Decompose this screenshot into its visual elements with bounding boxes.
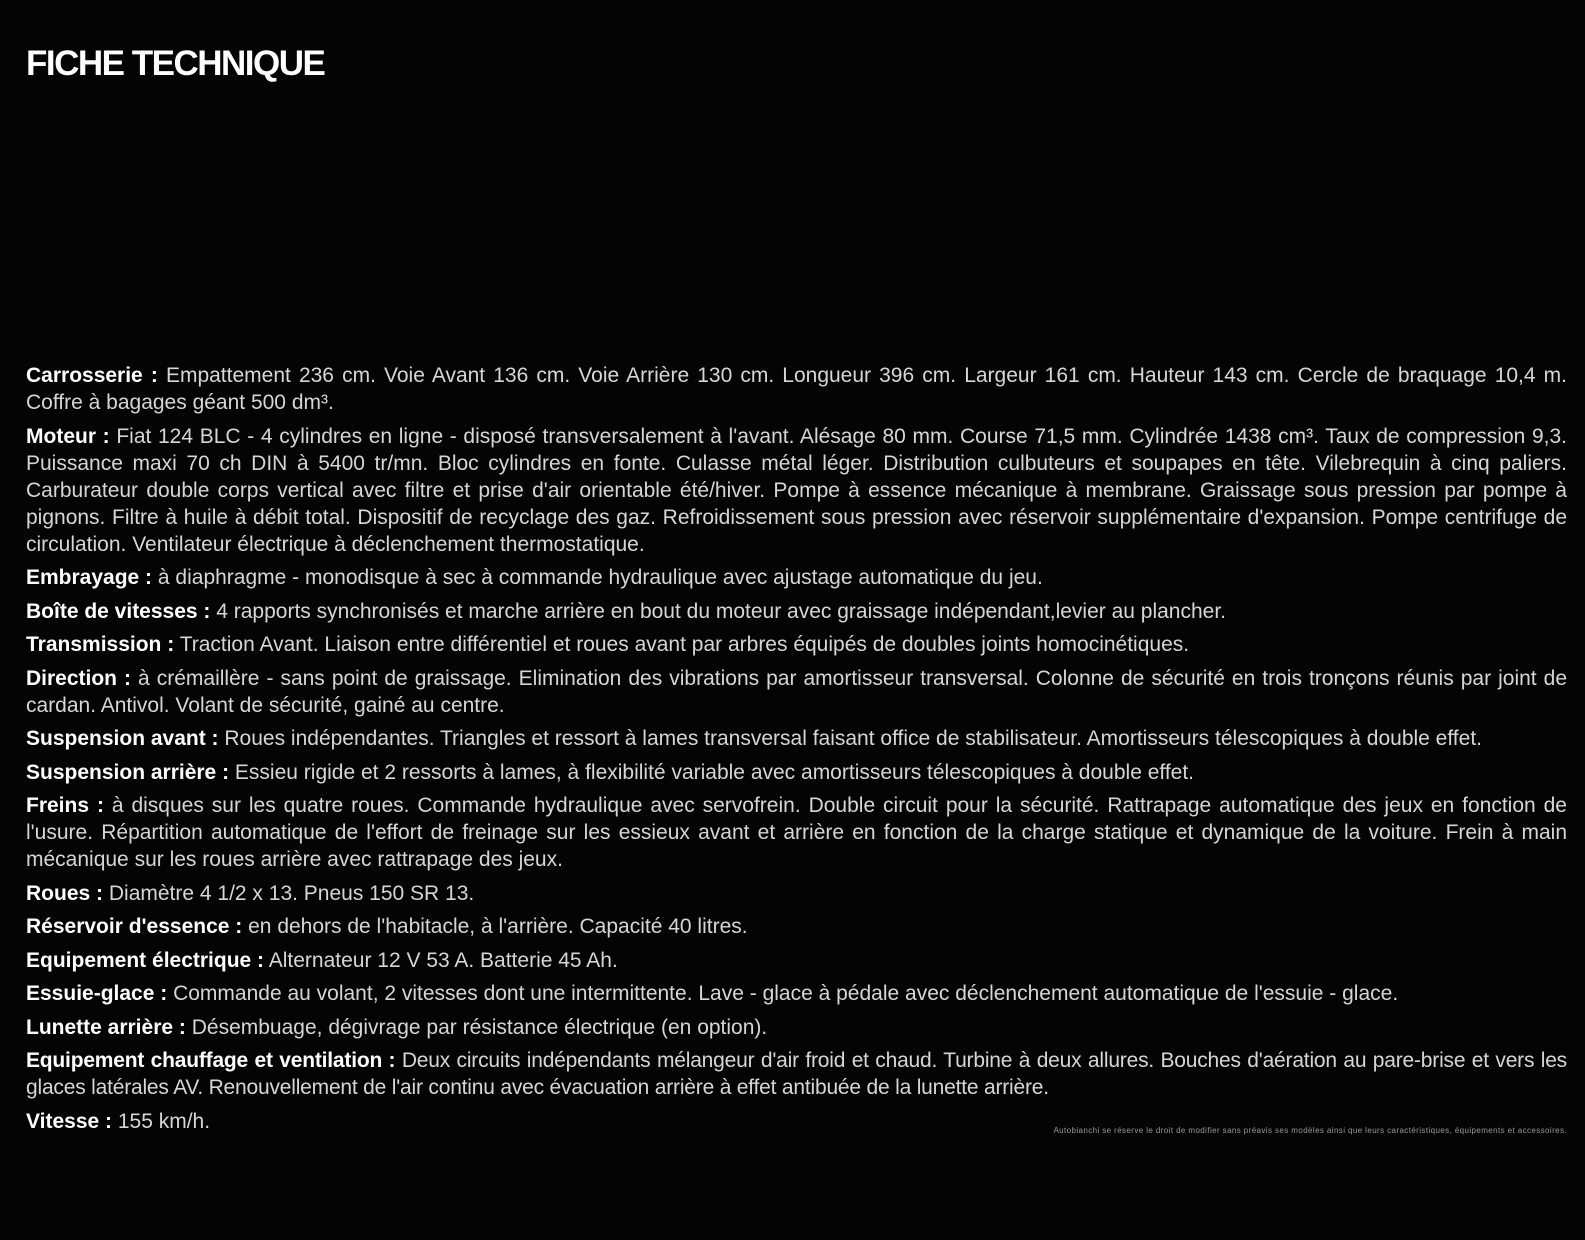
spec-label: Vitesse :	[26, 1109, 112, 1133]
spec-label: Freins :	[26, 794, 104, 817]
spec-label: Suspension avant :	[26, 727, 219, 750]
spec-label: Embrayage :	[26, 566, 153, 589]
spec-roues	[26, 880, 1567, 907]
spec-transmission	[26, 631, 1567, 658]
spec-chauffage-ventilation	[26, 1047, 1567, 1101]
spec-text: Désembuage, dégivrage par résistance électrique (en option).	[191, 1015, 768, 1039]
spec-lunette-arriere	[26, 1014, 1567, 1041]
spec-moteur	[26, 423, 1567, 558]
spec-label: Roues :	[26, 881, 104, 905]
spec-suspension-avant	[26, 725, 1567, 752]
spec-text: Commande au volant, 2 vitesses dont une intermittente. Lave - glace à pédale avec déclenchement automatique de l'essuie - glace.	[173, 982, 1399, 1005]
spec-direction	[26, 665, 1567, 719]
spec-label: Boîte de vitesses :	[26, 599, 211, 623]
spec-boite-de-vitesses	[26, 598, 1567, 625]
spec-label: Lunette arrière :	[26, 1015, 186, 1039]
page-title: FICHE TECHNIQUE	[26, 44, 325, 83]
spec-text: 155 km/h.	[117, 1109, 211, 1133]
spec-label: Transmission :	[26, 633, 175, 656]
spec-suspension-arriere	[26, 759, 1567, 786]
spec-label: Moteur :	[26, 424, 110, 448]
spec-label: Direction :	[26, 666, 132, 690]
spec-freins	[26, 792, 1567, 873]
spec-list	[26, 362, 1567, 1141]
spec-text: en dehors de l'habitacle, à l'arrière. Capacité 40 litres.	[248, 915, 748, 938]
spec-equipement-electrique	[26, 947, 1567, 974]
spec-text: Alternateur 12 V 53 A. Batterie 45 Ah.	[268, 948, 618, 972]
spec-label: Equipement électrique :	[26, 948, 265, 972]
spec-text: Diamètre 4 1/2 x 13. Pneus 150 SR 13.	[108, 881, 475, 905]
spec-text: Roues indépendantes. Triangles et ressort à lames transversal faisant office de stabilisateur. Amortisseurs télescopiques à double effet.	[224, 727, 1482, 750]
spec-embrayage	[26, 564, 1567, 591]
spec-label: Essuie-glace :	[26, 982, 168, 1005]
spec-label: Réservoir d'essence :	[26, 915, 243, 938]
legal-disclaimer: Autobianchi se réserve le droit de modifier sans préavis ses modèles ainsi que leurs caractéristiques, équipements et accessoires.	[1053, 1125, 1567, 1135]
spec-label: Suspension arrière :	[26, 760, 230, 784]
spec-reservoir	[26, 913, 1567, 940]
spec-text: Essieu rigide et 2 ressorts à lames, à flexibilité variable avec amortisseurs télescopiques à double effet.	[234, 760, 1195, 784]
spec-label: Equipement chauffage et ventilation :	[26, 1049, 396, 1072]
spec-text: à disques sur les quatre roues. Commande hydraulique avec servofrein. Double circuit pour la sécurité. Rattrapage automatique des jeux en fonction de l'usure. Répartition automatique de l'effort de freinage sur les essieux avant et arrière en fonction de la charge statique et dynamique de la voiture. Frein à main mécanique sur les roues arrière avec rattrapage des jeux.	[26, 794, 1567, 871]
spec-text: à crémaillère - sans point de graissage. Elimination des vibrations par amortisseur transversal. Colonne de sécurité en trois tronçons réunis par joint de cardan. Antivol. Volant de sécurité, gainé au centre.	[26, 666, 1567, 717]
spec-carrosserie	[26, 362, 1567, 416]
spec-text: Empattement 236 cm. Voie Avant 136 cm. Voie Arrière 130 cm. Longueur 396 cm. Largeur 161 cm. Hauteur 143 cm. Cercle de braquage 10,4 m. Coffre à bagages géant 500 dm³.	[26, 364, 1567, 414]
spec-text: à diaphragme - monodisque à sec à commande hydraulique avec ajustage automatique du jeu.	[157, 566, 1043, 589]
spec-label: Carrosserie :	[26, 364, 158, 387]
spec-text: Traction Avant. Liaison entre différentiel et roues avant par arbres équipés de doubles joints homocinétiques.	[179, 633, 1190, 656]
spec-essuie-glace	[26, 980, 1567, 1007]
spec-vitesse	[26, 1108, 1567, 1135]
spec-text: Deux circuits indépendants mélangeur d'air froid et chaud. Turbine à deux allures. Bouches d'aération au pare-brise et vers les glaces latérales AV. Renouvellement de l'air continu avec évacuation arrière à effet antibuée de la lunette arrière.	[26, 1049, 1567, 1099]
spec-text: 4 rapports synchronisés et marche arrière en bout du moteur avec graissage indépendant,levier au plancher.	[216, 599, 1227, 623]
spec-text: Fiat 124 BLC - 4 cylindres en ligne - disposé transversalement à l'avant. Alésage 80 mm. Course 71,5 mm. Cylindrée 1438 cm³. Taux de compression 9,3. Puissance maxi 70 ch DIN à 5400 tr/mn. Bloc cylindres en fonte. Culasse métal léger. Distribution culbuteurs et soupapes en tête. Vilebrequin à cinq paliers. Carburateur double corps vertical avec filtre et prise d'air orientable été/hiver. Pompe à essence mécanique à membrane. Graissage sous pression par pompe à pignons. Filtre à huile à débit total. Dispositif de recyclage des gaz. Refroidissement sous pression avec réservoir supplémentaire d'expansion. Pompe centrifuge de circulation. Ventilateur électrique à déclenchement thermostatique.	[26, 424, 1567, 556]
